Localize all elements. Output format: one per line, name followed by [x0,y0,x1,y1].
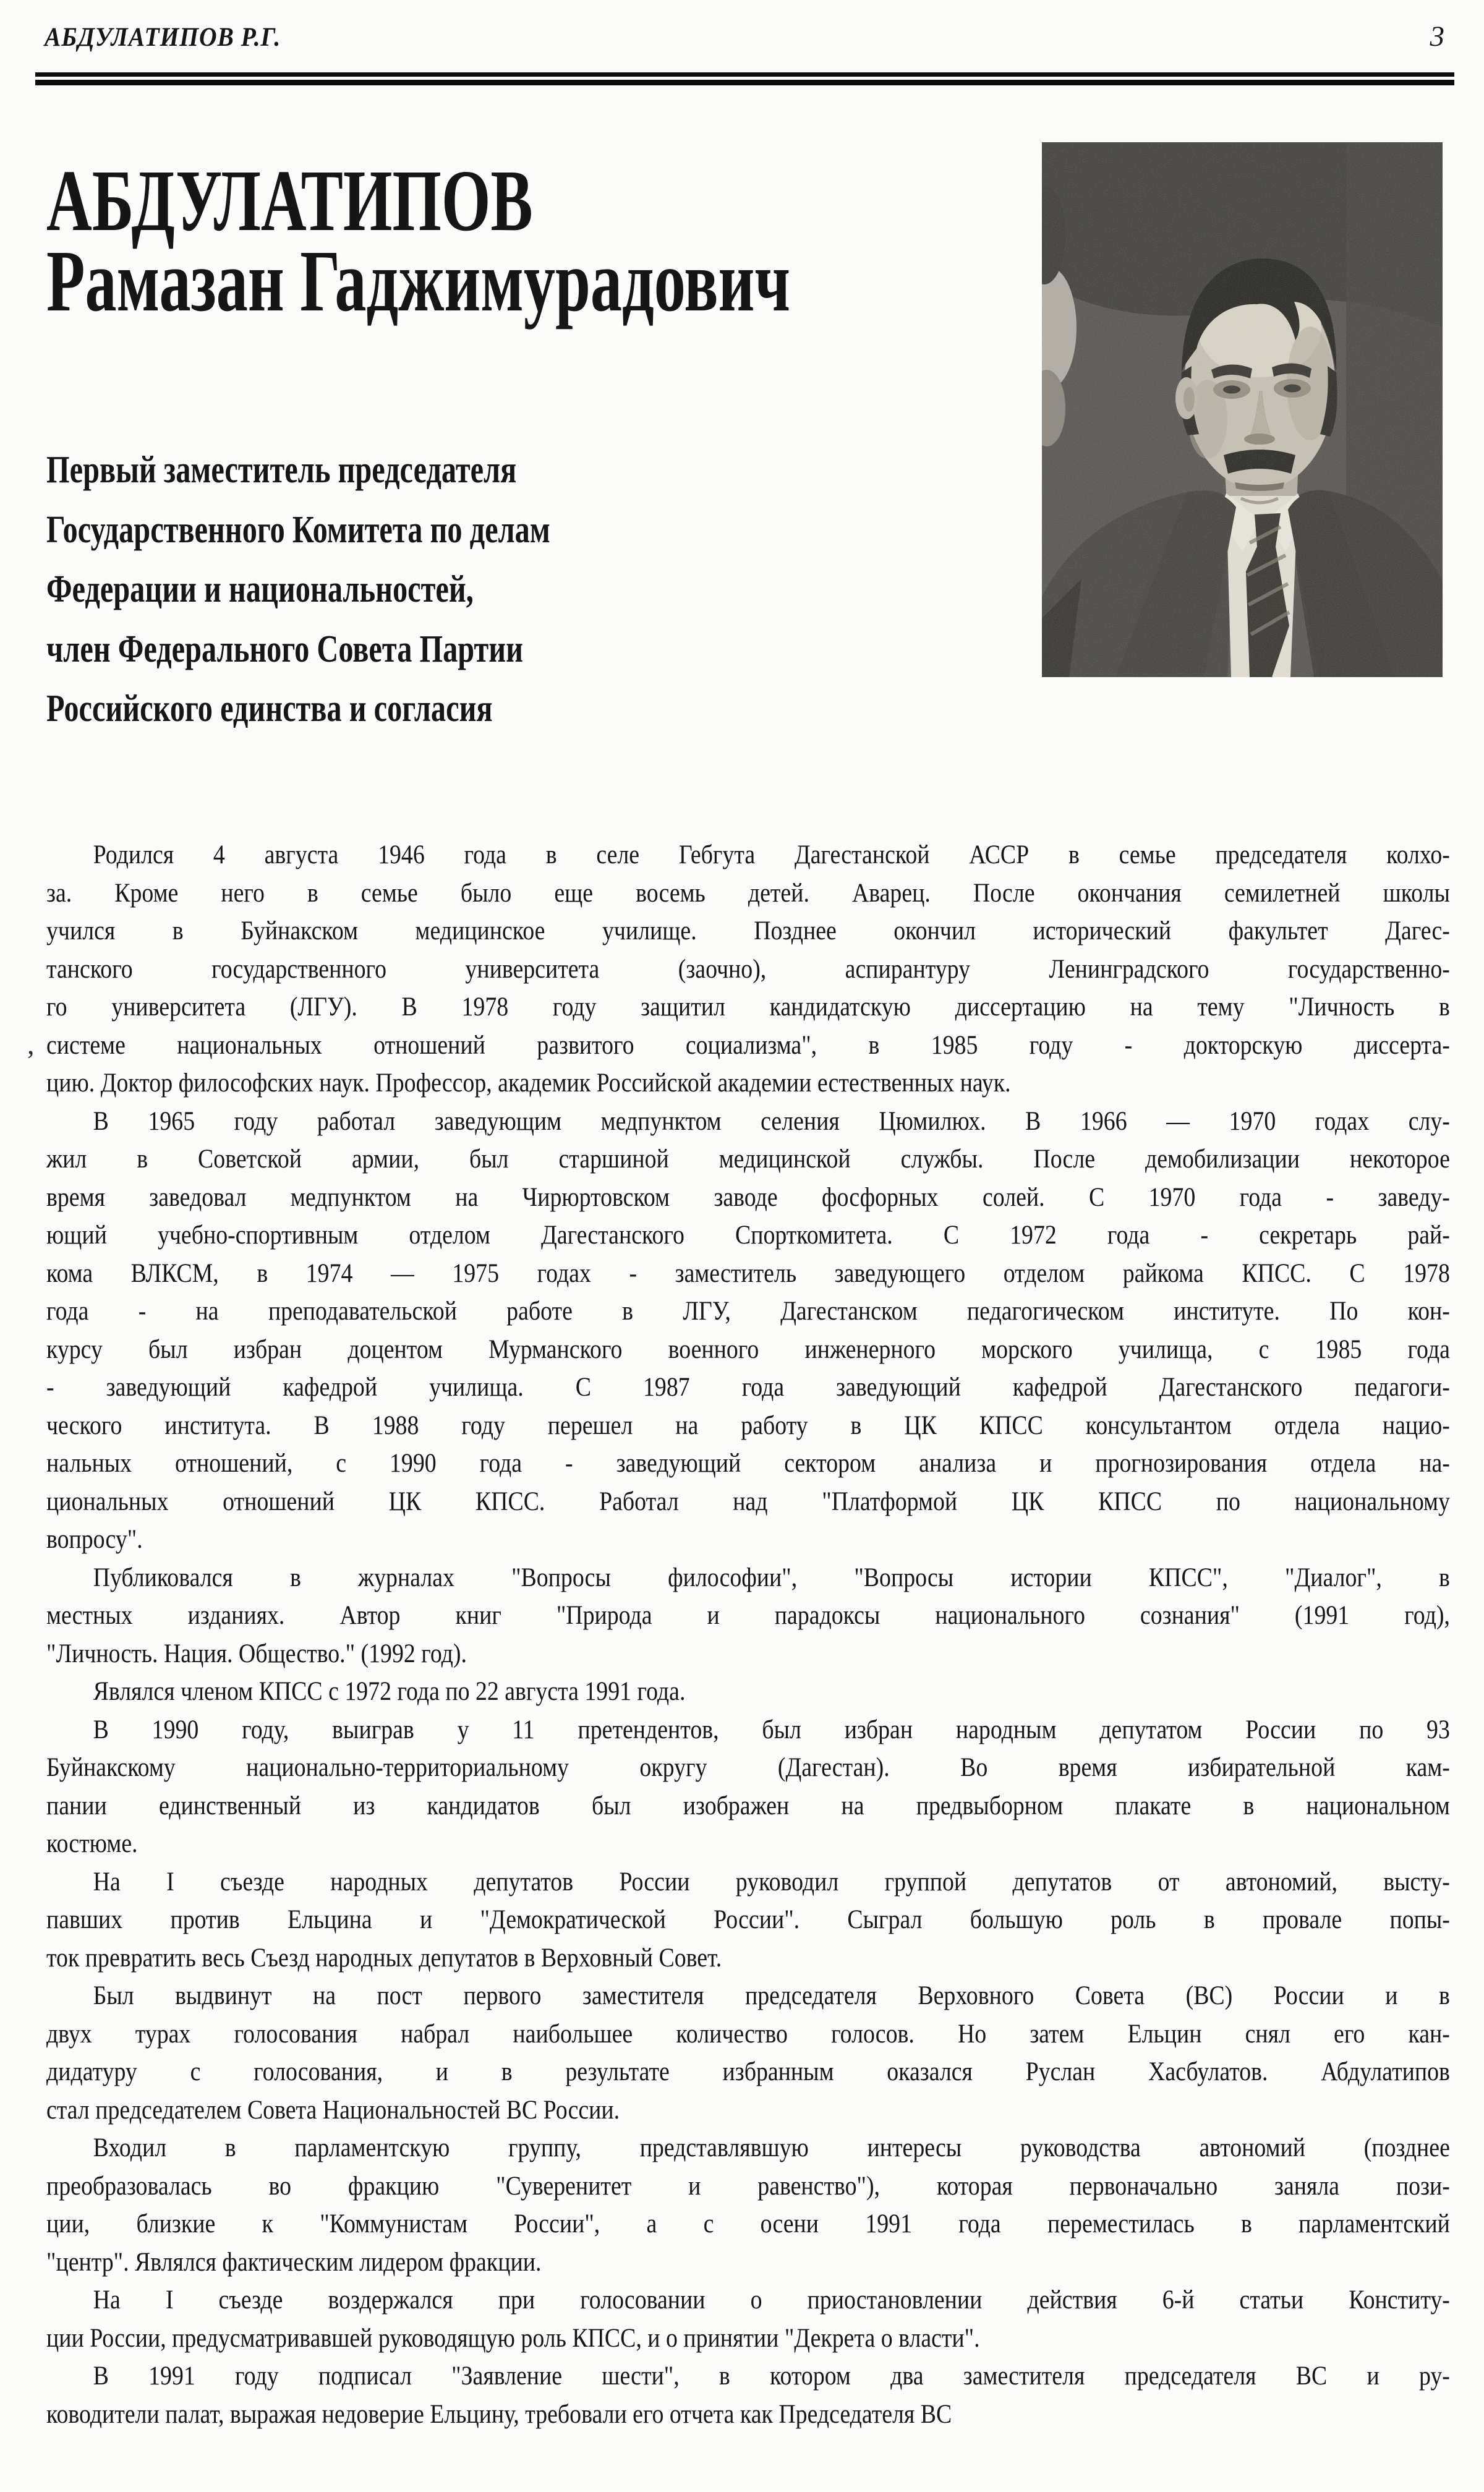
body-line: ции, близкие к "Коммунистам России", а с осени 1991 года переместилась в парламентский [46,2209,1450,2238]
body-line: стал председателем Совета Национальностей ВС России. [46,2095,620,2125]
body-line: пании единственный из кандидатов был изображен на предвыборном плакате в национальном [46,1791,1450,1820]
body-line: ческого института. В 1988 году перешел на работу в ЦК КПСС консультантом отдела нацио- [46,1410,1450,1440]
paragraph [46,1103,1450,1559]
body-line: вопросу". [46,1525,143,1554]
position-line: член Федерального Совета Партии [46,628,524,670]
paragraph [46,1673,1450,1711]
position-line: Российского единства и согласия [46,688,493,730]
paragraph [46,2357,1450,2433]
body-line: го университета (ЛГУ). В 1978 году защитил кандидатскую диссертацию на тему "Личность в [46,992,1450,1022]
body-line: На I съезде воздержался при голосовании о приостановлении действия 6-й статьи Конститу- [93,2285,1450,2315]
header-rule-top [35,72,1454,77]
position-line: Первый заместитель председателя [46,449,517,491]
body-line: курсу был избран доцентом Мурманского военного инженерного морского училища, с 1985 года [46,1334,1450,1364]
body-line: системе национальных отношений развитого социализма", в 1985 году - докторскую диссерта- [46,1030,1450,1060]
paragraph [46,2281,1450,2357]
body-line: Был выдвинут на пост первого заместителя председателя Верховного Совета (ВС) России и в [93,1981,1450,2010]
body-line: кома ВЛКСМ, в 1974 — 1975 годах - заместитель заведующего отделом райкома КПСС. С 1978 [46,1258,1450,1288]
entry-surname: АБДУЛАТИПОВ [46,151,533,249]
body-line: В 1990 году, выиграв у 11 претендентов, был избран народным депутатом России по 93 [93,1715,1450,1744]
body-line: В 1991 году подписал "Заявление шести", в котором два заместителя председателя ВС и ру- [93,2362,1450,2391]
body-line: павших против Ельцина и "Демократической России". Сыграл большую роль в провале попы- [46,1905,1450,1934]
body-line: Буйнакскому национально-территориальному округу (Дагестан). Во время избирательной кам- [46,1753,1450,1782]
paragraph [46,836,1450,1103]
body-line: танского государственного университета (заочно), аспирантуру Ленинградского государственно- [46,954,1450,984]
body-line: Входил в парламентскую группу, представлявшую интересы руководства автономий (позднее [93,2133,1450,2162]
body-line: костюме. [46,1829,138,1858]
body-line: время заведовал медпунктом на Чирюртовском заводе фосфорных солей. С 1970 года - заведу- [46,1182,1450,1212]
body-line: ции России, предусматривавшей руководящую роль КПСС, и о принятии "Декрета о власти". [46,2323,980,2353]
body-line: жил в Советской армии, был старшиной медицинской службы. После демобилизации некоторое [46,1145,1450,1174]
page-number: 3 [1430,20,1444,53]
body-line: нальных отношений, с 1990 года - заведующий сектором анализа и прогнозирования отдела на- [46,1449,1450,1478]
paragraph [46,1863,1450,1978]
body-line: циональных отношений ЦК КПСС. Работал над "Платформой ЦК КПСС по национальному [46,1487,1450,1516]
body-line: В 1965 году работал заведующим медпунктом селения Цюмилюх. В 1966 — 1970 годах слу- [93,1106,1450,1136]
running-header: АБДУЛАТИПОВ Р.Г. [45,23,281,52]
body-text [46,836,1450,2433]
body-line: местных изданиях. Автор книг "Природа и парадоксы национального сознания" (1991 год), [46,1601,1450,1630]
body-line: года - на преподавательской работе в ЛГУ, Дагестанском педагогическом институте. По кон- [46,1297,1450,1326]
body-line: ющий учебно-спортивным отделом Дагестанского Спорткомитета. С 1972 года - секретарь рай- [46,1221,1450,1250]
body-line: Являлся членом КПСС с 1972 года по 22 августа 1991 года. [93,1677,686,1706]
body-line: - заведующий кафедрой училища. С 1987 года заведующий кафедрой Дагестанского педагоги- [46,1373,1450,1402]
body-line: за. Кроме него в семье было еще восемь детей. Аварец. После окончания семилетней школы [46,878,1450,908]
body-line: двух турах голосования набрал наибольшее количество голосов. Но затем Ельцин снял его кан- [46,2019,1450,2049]
position-line: Государственного Комитета по делам [46,508,550,551]
body-line: Публиковался в журналах "Вопросы философии", "Вопросы истории КПСС", "Диалог", в [93,1563,1450,1592]
paragraph [46,1559,1450,1673]
body-line: преобразовалась во фракцию "Суверенитет и равенство"), которая первоначально заняла пози- [46,2171,1450,2201]
header-rule-bottom [35,80,1454,85]
body-line: На I съезде народных депутатов России руководил группой депутатов от автономий, высту- [93,1867,1450,1897]
body-line: дидатуру с голосования, и в результате избранным оказался Руслан Хасбулатов. Абдулатипов [46,2057,1450,2086]
portrait-photo [1042,142,1443,677]
body-line: Родился 4 августа 1946 года в селе Гебгута Дагестанской АССР в семье председателя колхо- [93,840,1450,869]
body-line: цию. Доктор философских наук. Профессор, академик Российской академии естественных наук. [46,1069,1011,1098]
paragraph [46,1977,1450,2129]
body-line: "центр". Являлся фактическим лидером фракции. [46,2247,542,2277]
position-line: Федерации и национальностей, [46,568,474,610]
body-line: ководители палат, выражая недоверие Ельцину, требовали его отчета как Председателя ВС [46,2399,952,2429]
entry-given-names: Рамазан Гаджимурадович [46,232,791,330]
paragraph [46,1711,1450,1863]
position-block [46,440,693,739]
body-line: "Личность. Нация. Общество." (1992 год). [46,1639,467,1668]
body-line: учился в Буйнакском медицинское училище. Позднее окончил исторический факультет Дагес- [46,916,1450,945]
paragraph [46,2129,1450,2281]
body-line: ток превратить весь Съезд народных депутатов в Верховный Совет. [46,1943,722,1973]
scan-artifact-comma: , [27,1028,35,1060]
